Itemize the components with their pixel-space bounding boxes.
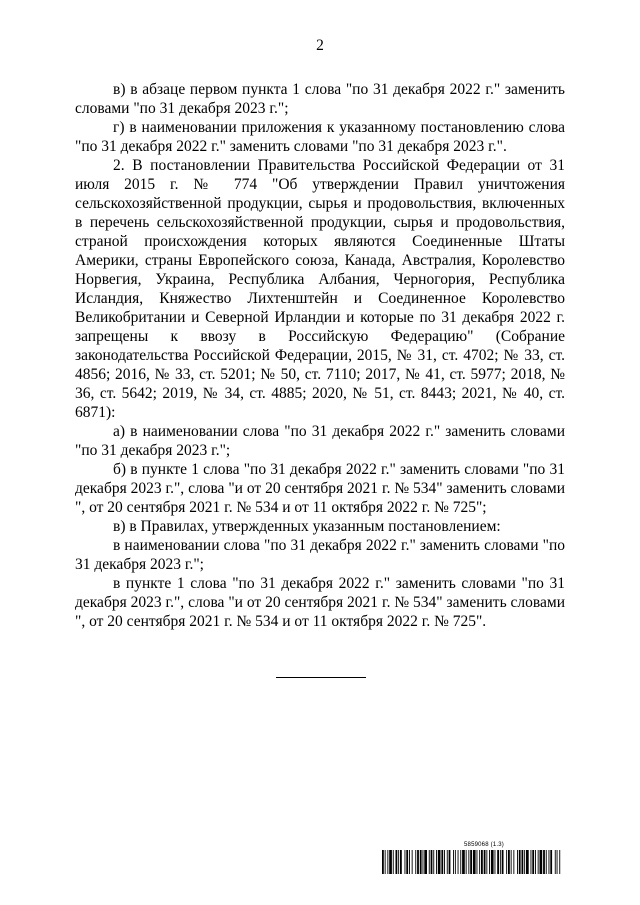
page-number: 2 bbox=[316, 37, 324, 54]
paragraph-v-abzac: в) в абзаце первом пункта 1 слова "по 31 декабря 2022 г." заменить словами "по 31 декабря 2023 г."; bbox=[75, 81, 565, 117]
barcode-caption: 5859068 (1.3) bbox=[464, 842, 504, 848]
barcode-icon bbox=[382, 850, 562, 874]
paragraph-punkt-1-pravil: в пункте 1 слова "по 31 декабря 2022 г." заменить словами "по 31 декабря 2023 г.", слова "и от 20 сентября 2021 г. № 534" заменить словами ", от 20 сентября 2021 г. № 534 и от 11 октября 2022 г. № 725". bbox=[75, 575, 565, 630]
separator-line bbox=[276, 677, 366, 678]
paragraph-b-punkt-1: б) в пункте 1 слова "по 31 декабря 2022 г." заменить словами "по 31 декабря 2023 г.", слова "и от 20 сентября 2021 г. № 534" заменить словами ", от 20 сентября 2021 г. № 534 и от 11 октября 2022 г. № 725"; bbox=[75, 461, 565, 516]
paragraph-v-pravila: в) в Правилах, утвержденных указанным постановлением: bbox=[113, 518, 501, 535]
paragraph-g-naimenovanie: г) в наименовании приложения к указанному постановлению слова "по 31 декабря 2022 г." заменить словами "по 31 декабря 2023 г.". bbox=[75, 119, 565, 155]
paragraph-a-naimenovanie: а) в наименовании слова "по 31 декабря 2022 г." заменить словами "по 31 декабря 2023 г."; bbox=[75, 423, 565, 459]
paragraph-2-postanovlenie: 2. В постановлении Правительства Российской Федерации от 31 июля 2015 г. № 774 "Об утверждении Правил уничтожения сельскохозяйственной продукции, сырья и продовольствия, включенных в перечень сельскохозяйственной продукции, сырья и продовольствия, страной происхождения которых являются Соединенные Штаты Америки, страны Европейского союза, Канада, Австралия, Королевство Норвегия, Украина, Республика Албания, Черногория, Республика Исландия, Княжество Лихтенштейн и Соединенное Королевство Великобритании и Северной Ирландии и которые по 31 декабря 2022 г. запрещены к ввозу в Российскую Федерацию" (Собрание законодательства Российской Федерации, 2015, № 31, ст. 4702; № 33, ст. 4856; 2016, № 33, ст. 5201; № 50, ст. 7110; 2017, № 41, ст. 5977; 2018, № 36, ст. 5642; 2019, № 34, ст. 4885; 2020, № 51, ст. 8443; 2021, № 40, ст. 6871): bbox=[75, 157, 565, 421]
document-body bbox=[75, 80, 565, 631]
paragraph-naimenovanie-pravil: в наименовании слова "по 31 декабря 2022 г." заменить словами "по 31 декабря 2023 г."; bbox=[75, 537, 565, 573]
